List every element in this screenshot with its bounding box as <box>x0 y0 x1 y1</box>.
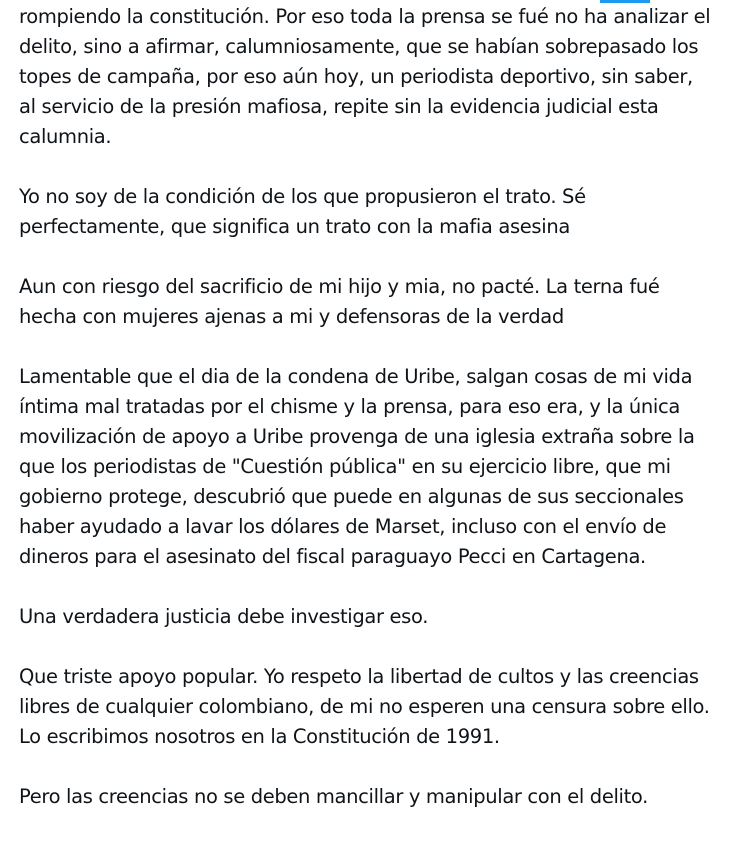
text-line: Lo escribimos nosotros en la Constitución de 1991. <box>19 725 500 748</box>
text-line: gobierno protege, descubrió que puede en algunas de sus seccionales <box>19 485 684 508</box>
text-line: Aun con riesgo del sacrificio de mi hijo y mia, no pacté. La terna fué <box>19 275 660 298</box>
text-line: Pero las creencias no se deben mancillar y manipular con el delito. <box>19 785 649 808</box>
text-line: haber ayudado a lavar los dólares de Marset, incluso con el envío de <box>19 515 667 538</box>
text-line: delito, sino a afirmar, calumniosamente, que se habían sobrepasado los <box>19 35 699 58</box>
text-line: Lamentable que el dia de la condena de Uribe, salgan cosas de mi vida <box>19 365 693 388</box>
text-line: íntima mal tratadas por el chisme y la prensa, para eso era, y la única <box>19 395 680 418</box>
text-line: Que triste apoyo popular. Yo respeto la libertad de cultos y las creencias <box>19 665 699 688</box>
text-line: al servicio de la presión mafiosa, repite sin la evidencia judicial esta <box>19 95 659 118</box>
paragraph-6 <box>19 662 734 752</box>
paragraph-3 <box>19 272 734 332</box>
text-line: movilización de apoyo a Uribe provenga de una iglesia extraña sobre la <box>19 425 695 448</box>
text-line: dineros para el asesinato del fiscal paraguayo Pecci en Cartagena. <box>19 545 646 568</box>
text-line: calumnia. <box>19 125 112 148</box>
post-text <box>19 2 734 842</box>
paragraph-5 <box>19 602 734 632</box>
text-line: Una verdadera justicia debe investigar eso. <box>19 605 429 628</box>
text-line: Yo no soy de la condición de los que propusieron el trato. Sé <box>19 185 586 208</box>
text-line: perfectamente, que significa un trato con la mafia asesina <box>19 215 570 238</box>
text-line: topes de campaña, por eso aún hoy, un periodista deportivo, sin saber, <box>19 65 693 88</box>
paragraph-4 <box>19 362 734 572</box>
text-line: que los periodistas de "Cuestión pública" en su ejercicio libre, que mi <box>19 455 671 478</box>
paragraph-1 <box>19 2 734 152</box>
paragraph-7 <box>19 782 734 812</box>
text-line: libres de cualquier colombiano, de mi no esperen una censura sobre ello. <box>19 695 710 718</box>
paragraph-2 <box>19 182 734 242</box>
text-line: hecha con mujeres ajenas a mi y defensoras de la verdad <box>19 305 564 328</box>
text-line: rompiendo la constitución. Por eso toda la prensa se fué no ha analizar el <box>19 5 711 28</box>
